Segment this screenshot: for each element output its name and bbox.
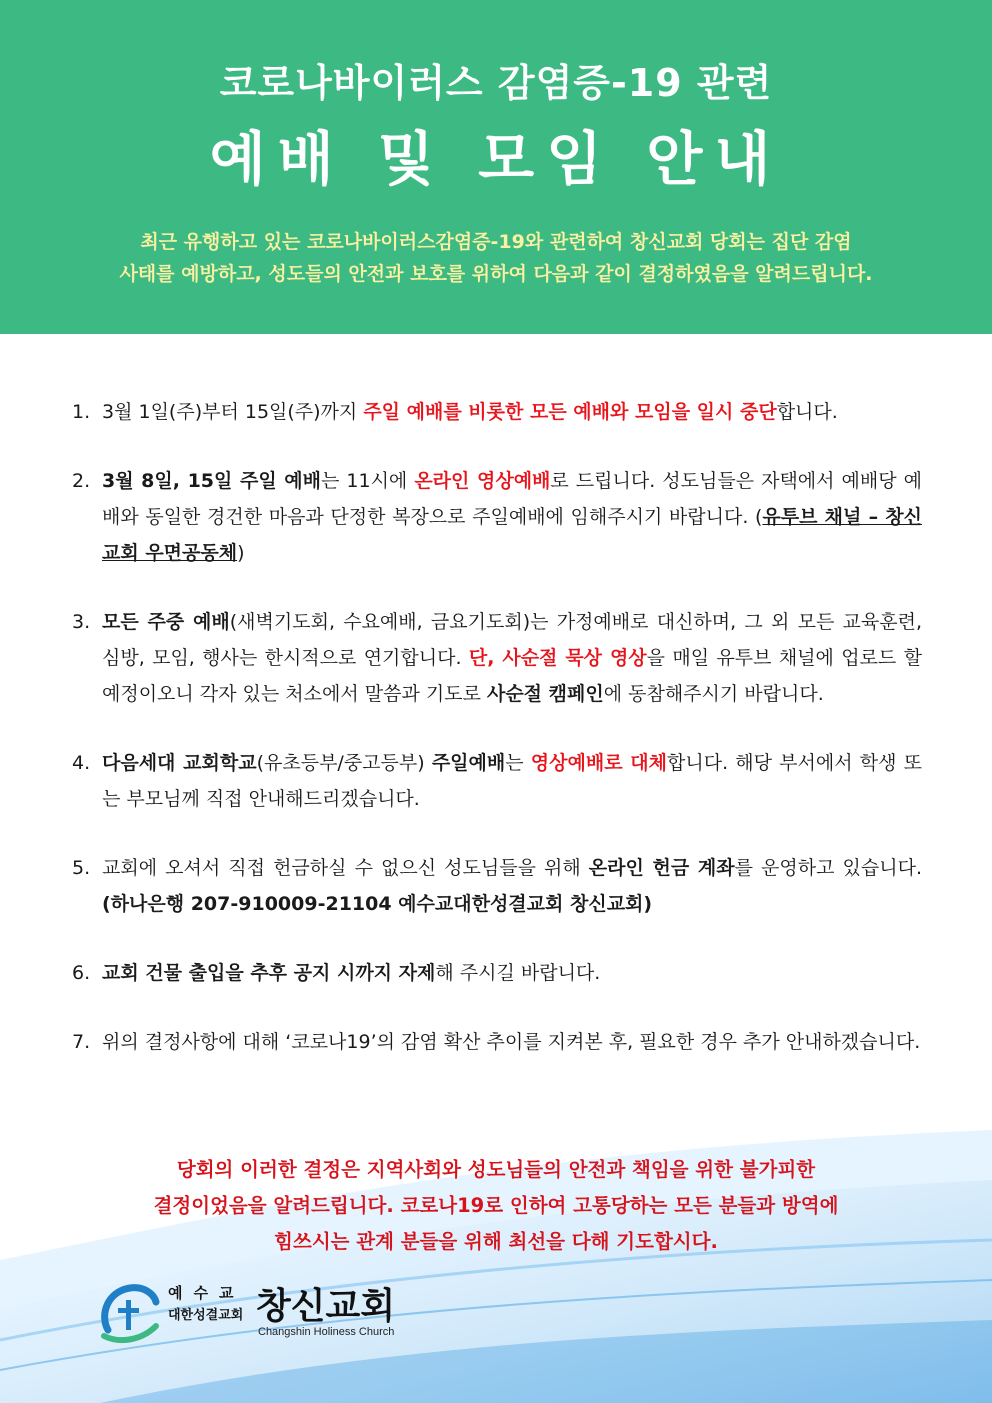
list-item: 6. 교회 건물 출입을 추후 공지 시까지 자제해 주시길 바랍니다.: [72, 962, 601, 984]
youtube-channel-link[interactable]: 유투브 채널 – 창신교회 우면공동체: [102, 506, 923, 564]
list-item: 5. 교회에 오셔서 직접 헌금하실 수 없으신 성도님들을 위해 온라인 헌금 계좌를 운영하고 있습니다. (하나은행 207-910009-21104 예수교대한성결교회 창신교회): [72, 857, 922, 915]
title-line-2: 예배 및 모임 안내: [209, 125, 783, 193]
title-line-1: 코로나바이러스 감염증-19 관련: [219, 61, 773, 105]
logo-denomination-top: 예수교: [168, 1284, 245, 1302]
church-logo: [96, 1280, 406, 1350]
logo-denomination-bottom: 대한성결교회: [168, 1308, 244, 1323]
list-item: 1. 3월 1일(주)부터 15일(주)까지 주일 예배를 비롯한 모든 예배와 모임을 일시 중단합니다.: [72, 401, 838, 423]
header-banner: [0, 0, 992, 334]
closing-line-1: 당회의 이러한 결정은 지역사회와 성도님들의 안전과 책임을 위한 불가피한: [176, 1158, 816, 1181]
list-item: 4. 다음세대 교회학교(유초등부/중고등부) 주일예배는 영상예배로 대체합니다. 해당 부서에서 학생 또는 부모님께 직접 안내해드리겠습니다.: [72, 752, 922, 810]
closing-line-3: 힘쓰시는 관계 분들을 위해 최선을 다해 기도합시다.: [274, 1230, 718, 1253]
list-item: 7. 위의 결정사항에 대해 ‘코로나19’의 감염 확산 추이를 지켜본 후, 필요한 경우 추가 안내하겠습니다.: [72, 1031, 921, 1053]
notice-list: [72, 394, 922, 1093]
list-item: 3. 모든 주중 예배(새벽기도회, 수요예배, 금요기도회)는 가정예배로 대신하며, 그 외 모든 교육훈련, 심방, 모임, 행사는 한시적으로 연기합니다. 단, 사순절 묵상 영상을 매일 유투브 채널에 업로드 할 예정이오니 각자 있는 처소에서 말씀과 기도로 사순절 캠페인에 동참해주시기 바랍니다.: [72, 611, 922, 705]
closing-line-2: 결정이었음을 알려드립니다. 코로나19로 인하여 고통당하는 모든 분들과 방역에: [153, 1194, 839, 1217]
logo-church-name: 창신교회: [256, 1286, 396, 1327]
list-item: 2. 3월 8일, 15일 주일 예배는 11시에 온라인 영상예배로 드립니다. 성도님들은 자택에서 예배당 예배와 동일한 경건한 마음과 단정한 복장으로 주일예배에 임해주시기 바랍니다. (유투브 채널 – 창신교회 우면공동체): [72, 470, 923, 564]
closing-message: [0, 1152, 992, 1260]
intro-text: [0, 226, 992, 290]
intro-line-2: 사태를 예방하고, 성도들의 안전과 보호를 위하여 다음과 같이 결정하였음을 알려드립니다.: [119, 263, 873, 285]
intro-line-1: 최근 유행하고 있는 코로나바이러스감염증-19와 관련하여 창신교회 당회는 집단 감염: [140, 231, 852, 253]
church-emblem-icon: [96, 1280, 162, 1346]
logo-church-name-en: Changshin Holiness Church: [258, 1326, 395, 1338]
